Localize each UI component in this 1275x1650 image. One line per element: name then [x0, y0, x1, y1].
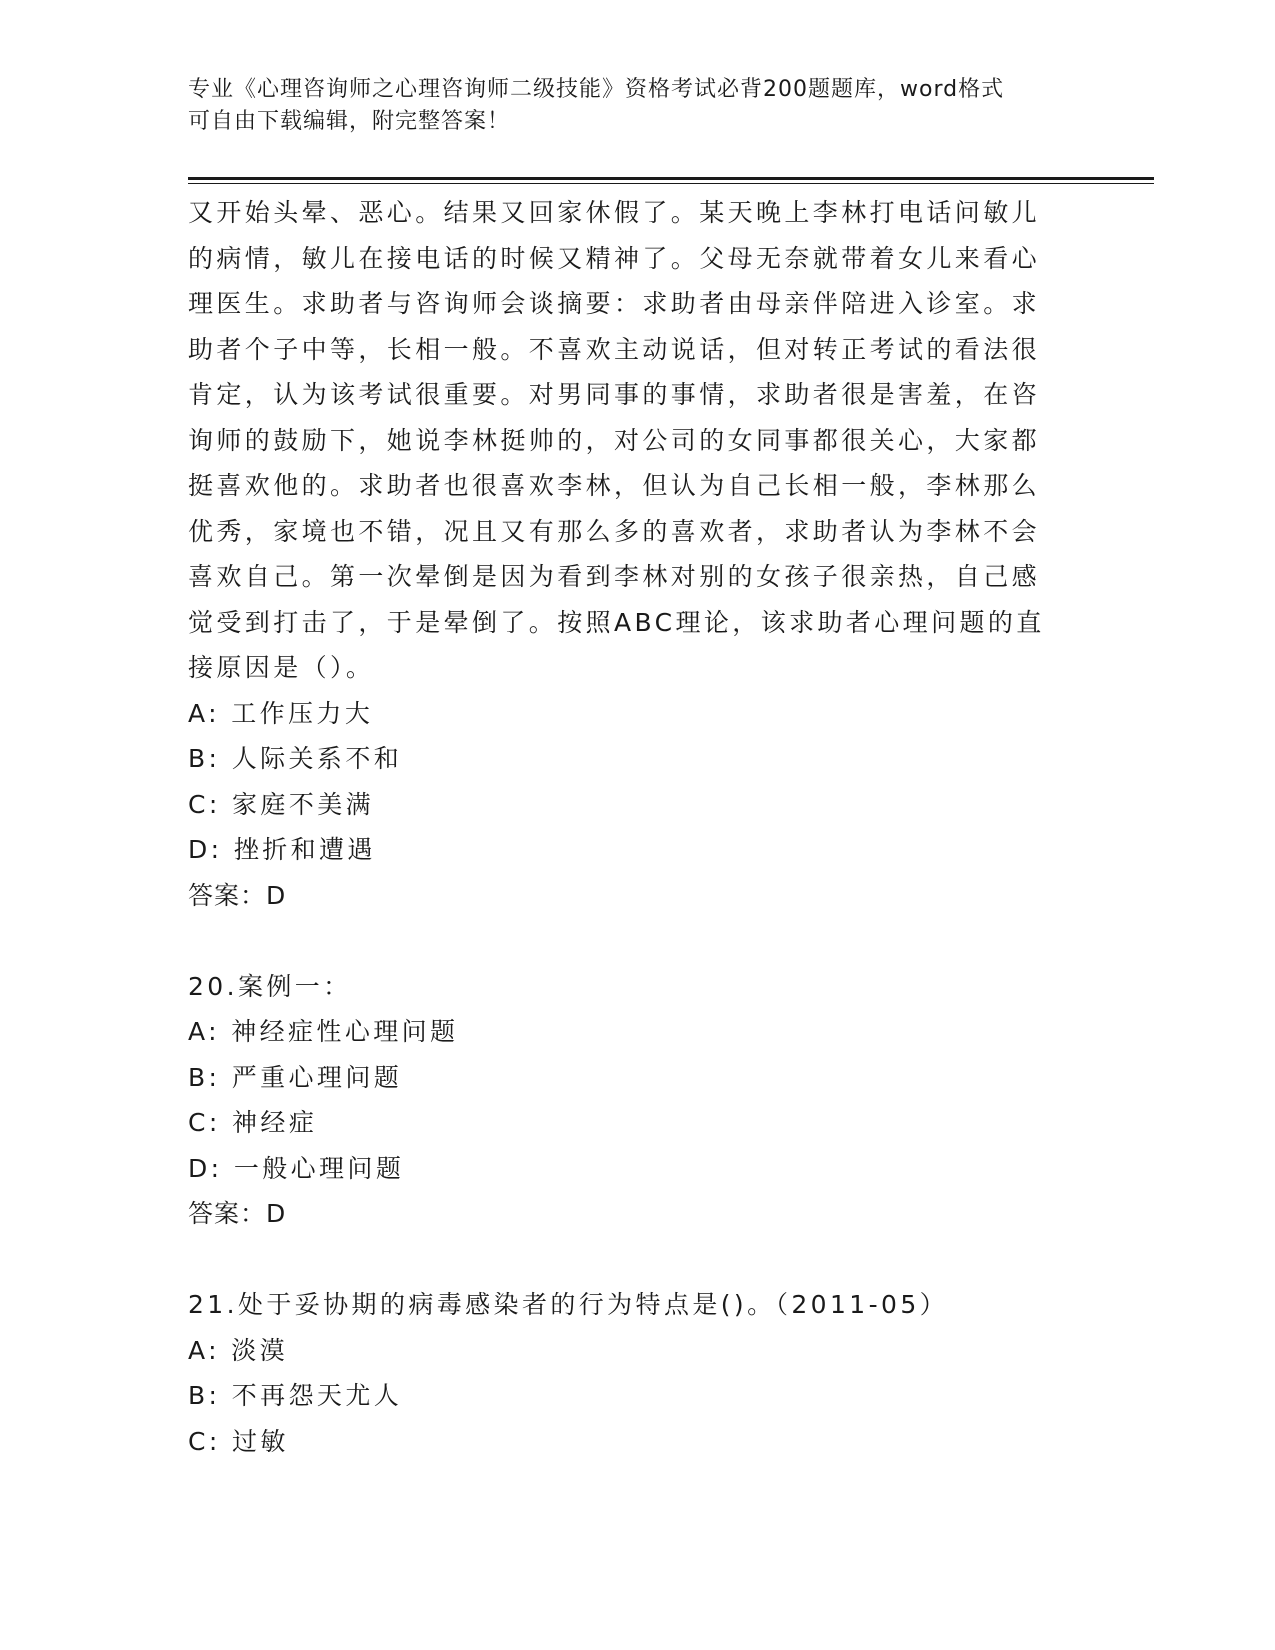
question-21-title: 21.处于妥协期的病毒感染者的行为特点是()。（2011-05） — [188, 1290, 949, 1319]
question-20-option-d: D: 一般心理问题 — [188, 1153, 405, 1183]
question-19-text: 又开始头晕、恶心。结果又回家休假了。某天晚上李林打电话问敏儿的病情，敏儿在接电话的时候又精神了。父母无奈就带着女儿来看心理医生。求助者与咨询师会谈摘要：求助者由母亲伴陪进入诊室。求助者个子中等，长相一般。不喜欢主动说话，但对转正考试的看法很肯定，认为该考试很重要。对男同事的事情，求助者很是害羞，在咨询师的鼓励下，她说李林挺帅的，对公司的女同事都很关心，大家都挺喜欢他的。求助者也很喜欢李林，但认为自己长相一般，李林那么优秀，家境也不错，况且又有那么多的喜欢者，求助者认为李林不会喜欢自己。第一次晕倒是因为看到李林对别的女孩子很亲热，自己感觉受到打击了，于是晕倒了。按照ABC理论，该求助者心理问题的直接原因是（）。 — [188, 198, 1045, 682]
question-19-option-b: B: 人际关系不和 — [188, 744, 403, 773]
question-20-option-b: B: 严重心理问题 — [188, 1062, 403, 1092]
question-21-option-b: B: 不再怨天尤人 — [188, 1381, 403, 1410]
spacer — [188, 1237, 1068, 1283]
question-20 — [188, 964, 1068, 1237]
header-divider-thick — [188, 177, 1154, 180]
document-body — [188, 190, 1068, 1464]
document-header — [188, 74, 1068, 138]
question-19-option-a: A: 工作压力大 — [188, 698, 374, 728]
question-19-answer: 答案：D — [188, 880, 287, 910]
question-21-option-a: A: 淡漠 — [188, 1335, 289, 1365]
question-20-option-c: C: 神经症 — [188, 1108, 318, 1137]
question-21 — [188, 1282, 1068, 1464]
question-20-option-a: A: 神经症性心理问题 — [188, 1017, 459, 1046]
question-19 — [188, 190, 1068, 918]
question-21-option-c: C: 过敏 — [188, 1426, 289, 1456]
spacer — [188, 918, 1068, 964]
question-19-option-d: D: 挫折和遭遇 — [188, 835, 376, 864]
question-20-title: 20.案例一： — [188, 971, 352, 1001]
header-line-1: 专业《心理咨询师之心理咨询师二级技能》资格考试必背200题题库，word格式 — [188, 77, 1005, 102]
header-line-2: 可自由下载编辑，附完整答案！ — [188, 109, 511, 134]
header-divider-thin — [188, 183, 1154, 184]
question-20-answer: 答案：D — [188, 1199, 287, 1228]
question-19-option-c: C: 家庭不美满 — [188, 789, 375, 819]
